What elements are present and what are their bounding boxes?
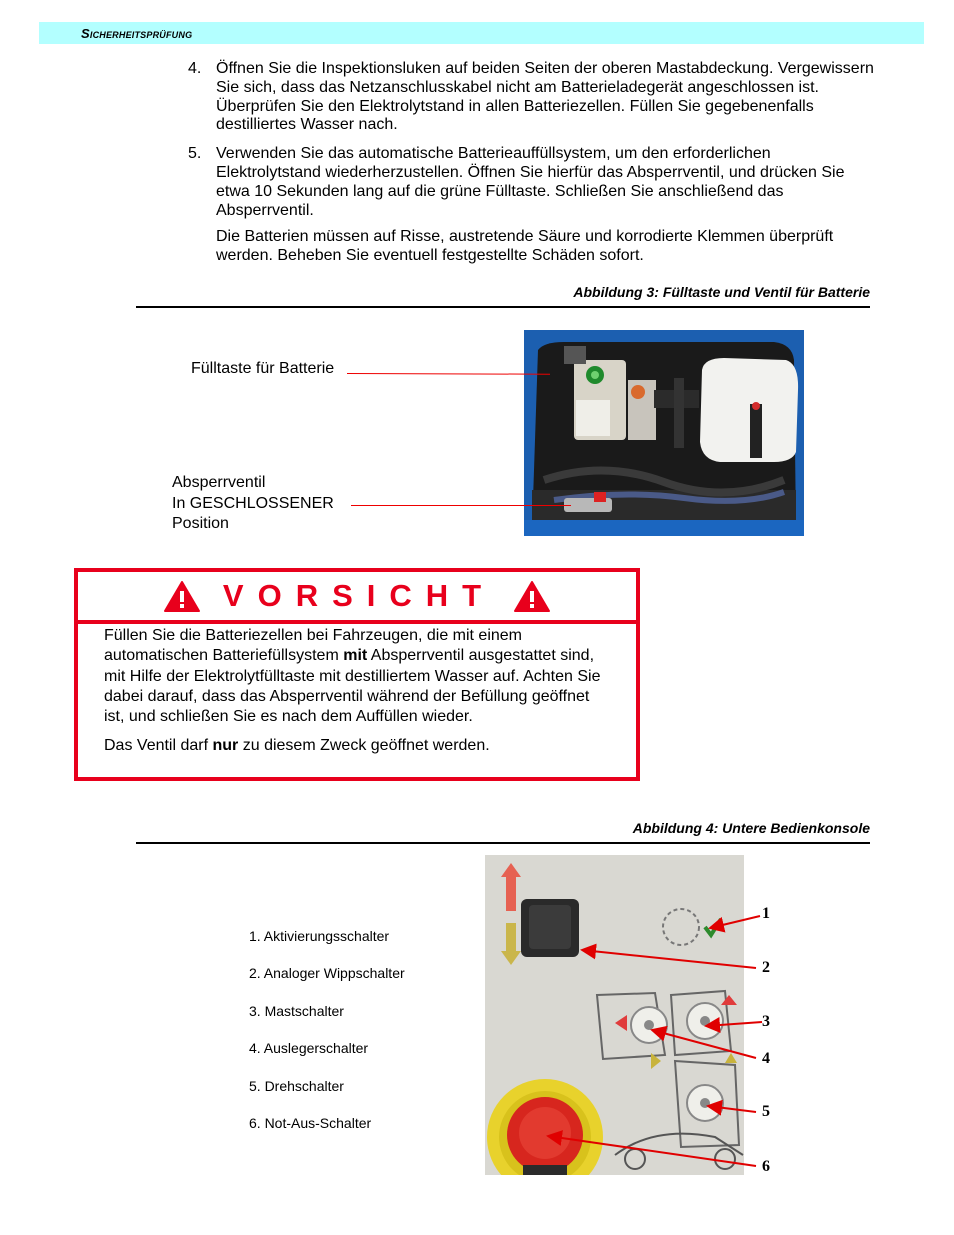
leader-arrow-5 [708, 1106, 756, 1112]
leader-arrow-2 [582, 950, 756, 968]
leader-arrow-3 [706, 1022, 762, 1026]
legend-item: 2. Analoger Wippschalter [249, 965, 405, 982]
section-title: Sicherheitsprüfung [81, 26, 193, 41]
caution-text: Das Ventil darf [104, 737, 213, 755]
step-number: 5. [188, 145, 202, 163]
caution-text: Absperrventil ausgestattet sind, mit Hilfe der Elektrolytfülltaste mit destilliertem Wasser auf. Achten Sie dabei darauf, dass das Absperrventil während der Befüllung geöffnet ist, und schließen Sie es nach dem Auffüllen wieder. [104, 647, 601, 726]
callout-number-4: 4 [762, 1050, 770, 1067]
figure-4-caption: Abbildung 4: Untere Bedienkonsole [632, 820, 870, 836]
leader-arrow-1 [710, 916, 760, 928]
figure-3-caption: Abbildung 3: Fülltaste und Ventil für Batterie [573, 284, 870, 300]
caution-emphasis: nur [212, 737, 239, 755]
label-valve-line-1: Absperrventil [172, 474, 266, 491]
leader-arrow-6 [548, 1136, 756, 1166]
legend-item: 4. Auslegerschalter [249, 1040, 369, 1057]
step-note: Die Batterien müssen auf Risse, austretende Säure und korrodierte Klemmen überprüft werden. Beheben Sie eventuell festgestellte Schäden sofort. [216, 228, 834, 265]
leader-arrow-4 [652, 1030, 756, 1058]
caution-title: VORSICHT [222, 578, 496, 613]
caution-emphasis: mit [343, 647, 368, 665]
callout-number-6: 6 [762, 1158, 770, 1175]
callout-number-2: 2 [762, 959, 770, 976]
step-number: 4. [188, 60, 202, 77]
legend-item: 1. Aktivierungsschalter [249, 928, 390, 944]
legend-item: 5. Drehschalter [249, 1077, 344, 1094]
label-valve-line-2: In GESCHLOSSENER [172, 494, 334, 512]
legend-item: 6. Not-Aus-Schalter [249, 1114, 372, 1131]
legend-item: 3. Mastschalter [249, 1002, 344, 1019]
callout-number-3: 3 [762, 1013, 770, 1030]
callout-number-1: 1 [762, 905, 770, 922]
label-fill-button: Fülltaste für Batterie [191, 360, 335, 377]
caution-text: Füllen Sie die Batteriezellen bei Fahrzeugen, die mit einem automatischen Batteriefüllsystem [104, 627, 523, 665]
step-text: Verwenden Sie das automatische Batterieauffüllsystem, um den erforderlichen Elektrolytstand wiederherzustellen. Öffnen Sie hierfür das Absperrventil, und drücken Sie etwa 10 Sekunden lang auf die grüne Fülltaste. Schließen Sie anschließend das Absperrventil. [216, 145, 845, 219]
label-valve-line-3: Position [172, 515, 229, 532]
step-text: Öffnen Sie die Inspektionsluken auf beiden Seiten der oberen Mastabdeckung. Vergewissern Sie sich, dass das Netzanschlusskabel nicht am Batterieladegerät angeschlossen ist. Überprüfen Sie den Elektrolytstand in allen Batteriezellen. Füllen Sie gegebenenfalls destilliertes Wasser nach. [216, 60, 874, 134]
callout-number-5: 5 [762, 1103, 770, 1120]
caution-text: zu diesem Zweck geöffnet werden. [238, 737, 490, 755]
